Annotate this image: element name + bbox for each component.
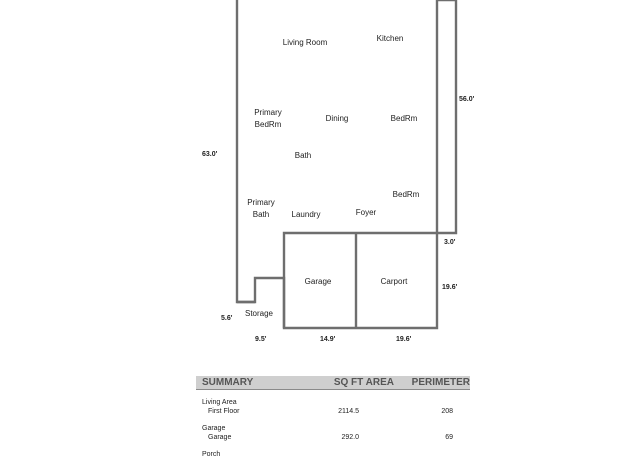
summary-area-value: 292.0 <box>341 434 359 441</box>
summary-group-living-area <box>196 398 470 416</box>
room-label-dining: Dining <box>325 114 349 123</box>
summary-item: Garage <box>208 434 232 441</box>
dimension-right-height: 56.0' <box>459 96 475 103</box>
room-label-bedroom-a: BedRm <box>390 114 418 123</box>
right-wall-extension <box>437 0 456 233</box>
summary-header-row <box>196 376 470 390</box>
summary-perimeter-value: 69 <box>445 434 453 441</box>
summary-row <box>196 407 470 416</box>
dimension-left-height: 63.0' <box>202 151 218 158</box>
room-label-carport: Carport <box>380 277 408 286</box>
summary-category: Porch <box>202 451 221 458</box>
room-label-primary-bedroom-2: BedRm <box>254 120 282 129</box>
summary-group-garage <box>196 424 470 442</box>
room-label-bath: Bath <box>294 151 312 160</box>
summary-category: Living Area <box>202 399 237 406</box>
dimension-storage-height: 5.6' <box>221 315 233 322</box>
room-label-primary-bath-2: Bath <box>252 210 270 219</box>
room-label-foyer: Foyer <box>355 208 377 217</box>
room-label-living-room: Living Room <box>282 38 328 47</box>
room-label-primary-bedroom-1: Primary <box>254 108 282 117</box>
summary-row <box>196 433 470 442</box>
summary-area-value: 2114.5 <box>338 408 359 415</box>
room-label-garage: Garage <box>304 277 332 286</box>
dimension-step-right: 3.0' <box>444 239 456 246</box>
summary-category: Garage <box>202 425 226 432</box>
dimension-bottom-storage: 9.5' <box>255 336 267 343</box>
dimension-carport-height: 19.6' <box>442 284 458 291</box>
area-summary-table <box>196 376 470 459</box>
summary-header-area: SQ FT AREA <box>333 377 394 388</box>
summary-item: First Floor <box>208 408 240 415</box>
room-label-kitchen: Kitchen <box>376 34 404 43</box>
room-label-laundry: Laundry <box>291 210 321 219</box>
summary-header-perimeter: PERIMETER <box>411 377 470 388</box>
summary-header-name: SUMMARY <box>202 377 254 388</box>
room-label-primary-bath-1: Primary <box>247 198 275 207</box>
summary-group-porch <box>196 450 470 459</box>
summary-perimeter-value: 208 <box>441 408 453 415</box>
dimension-bottom-garage: 14.9' <box>320 336 336 343</box>
dimension-bottom-carport: 19.6' <box>396 336 412 343</box>
room-label-storage: Storage <box>244 309 274 318</box>
room-label-bedroom-b: BedRm <box>392 190 420 199</box>
